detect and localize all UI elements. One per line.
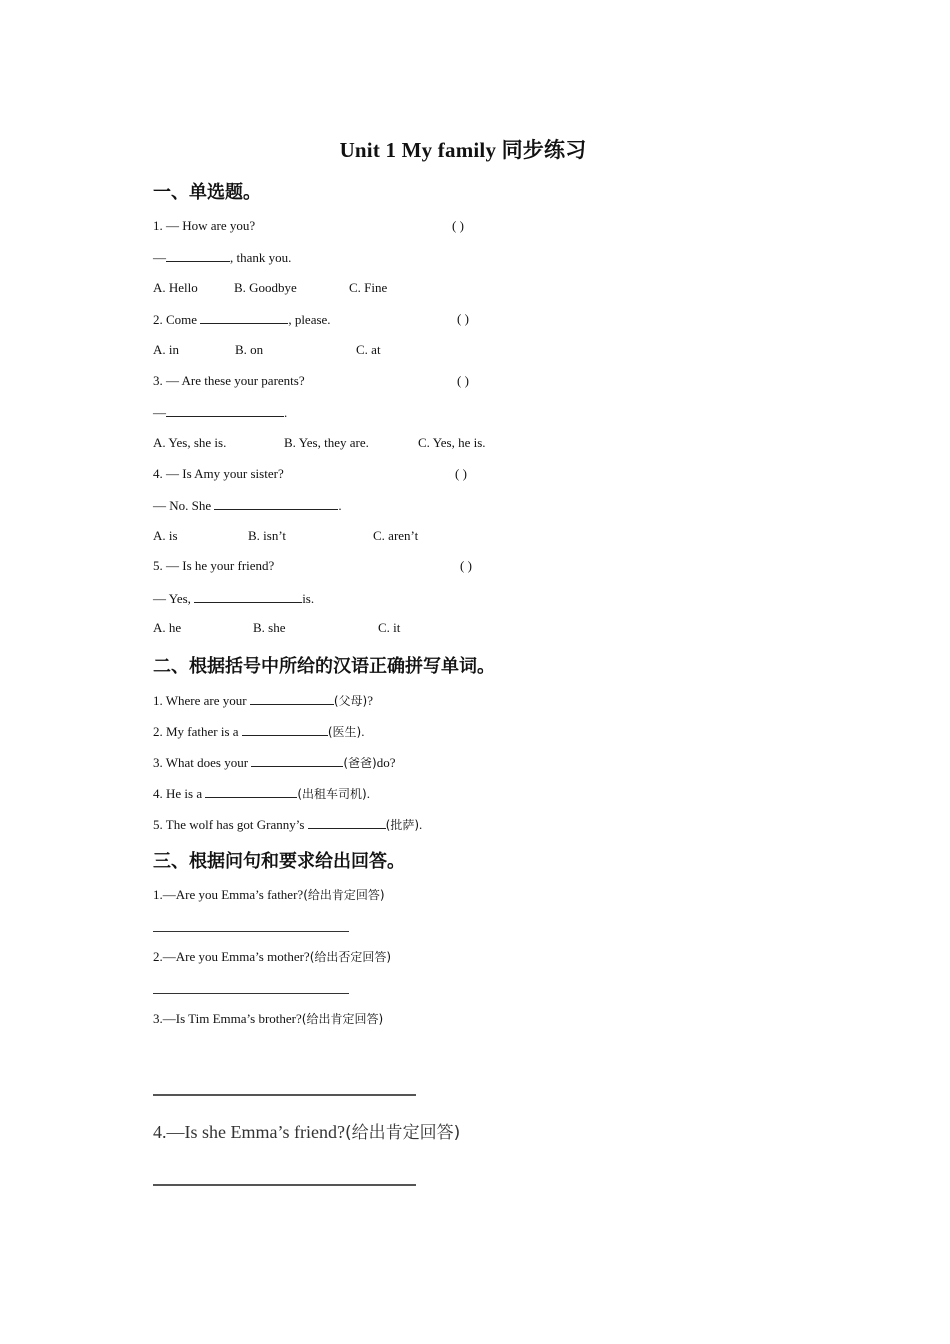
answer-item-3 (153, 1011, 383, 1027)
spelling-item-4-text: 4. He is a (153, 786, 206, 801)
page-title: Unit 1 My family 同步练习 (339, 138, 587, 162)
q1-dash: — (153, 250, 166, 265)
q3-response-tail: . (284, 405, 288, 420)
answer-item-3-question: 3.—Is Tim Emma’s brother? (153, 1011, 302, 1026)
spelling-item-1 (153, 692, 373, 709)
q4-option-b: B. isn’t (248, 528, 287, 543)
q5-question: 5. — Is he your friend? (153, 558, 275, 573)
answer-line-2 (153, 993, 349, 994)
spelling-item-2-end: . (361, 724, 365, 739)
q3-question: 3. — Are these your parents? (153, 373, 305, 388)
q3-blank (166, 404, 284, 417)
spelling-item-2 (153, 723, 364, 740)
q4-answer-paren: ( ) (455, 466, 467, 481)
q4-response (153, 497, 342, 514)
spelling-item-2-blank (242, 723, 328, 736)
answer-item-2-question: 2.—Are you Emma’s mother? (153, 949, 310, 964)
answer-item-1-question: 1.—Are you Emma’s father? (153, 887, 304, 902)
q4-question: 4. — Is Amy your sister? (153, 466, 284, 481)
q1-option-c: C. Fine (349, 280, 388, 295)
spelling-item-1-hint: (父母) (333, 694, 368, 708)
q2-question-tail: , please. (288, 312, 331, 327)
q1-question: 1. — How are you? (153, 218, 256, 233)
answer-item-1-hint: (给出肯定回答) (303, 888, 385, 902)
answer-line-3 (153, 1094, 416, 1096)
q4-response-head: — No. She (153, 498, 215, 513)
spelling-item-3-text: 3. What does your (153, 755, 252, 770)
answer-item-4-hint: (给出肯定回答) (344, 1123, 461, 1143)
section2-heading: 二、根据括号中所给的汉语正确拼写单词。 (153, 656, 495, 677)
q2-option-c: C. at (356, 342, 381, 357)
q2-question (153, 311, 331, 328)
q3-answer-paren: ( ) (457, 373, 469, 388)
spelling-item-4-hint: (出租车司机) (297, 787, 367, 801)
answer-line-1 (153, 931, 349, 932)
q4-option-c: C. aren’t (373, 528, 419, 543)
q1-response (153, 249, 291, 266)
q5-response-head: — Yes, (153, 591, 195, 606)
section3-heading: 三、根据问句和要求给出回答。 (153, 851, 405, 872)
spelling-item-2-hint: (医生) (327, 725, 362, 739)
q3-dash: — (153, 405, 166, 420)
spelling-item-1-end: ? (367, 693, 374, 708)
q3-response (153, 404, 287, 421)
spelling-item-5-text: 5. The wolf has got Granny’s (153, 817, 308, 832)
spelling-item-3 (153, 754, 395, 771)
q3-option-a: A. Yes, she is. (153, 435, 227, 450)
q5-option-c: C. it (378, 620, 401, 635)
spelling-item-4 (153, 785, 370, 802)
answer-item-2-hint: (给出否定回答) (309, 950, 392, 964)
spelling-item-5 (153, 816, 422, 833)
q1-option-b: B. Goodbye (234, 280, 297, 295)
q1-blank (166, 249, 230, 262)
q5-response (153, 590, 314, 607)
spelling-item-5-hint: (批萨) (385, 818, 420, 832)
q1-response-tail: , thank you. (230, 250, 292, 265)
q2-question-head: 2. Come (153, 312, 201, 327)
answer-item-4-question: 4.—Is she Emma’s friend? (153, 1122, 345, 1142)
q2-option-b: B. on (235, 342, 264, 357)
q4-option-a: A. is (153, 528, 178, 543)
spelling-item-3-hint: (爸爸) (343, 756, 377, 770)
answer-item-3-hint: (给出肯定回答) (301, 1012, 384, 1026)
q5-option-b: B. she (253, 620, 286, 635)
answer-item-2 (153, 949, 391, 965)
spelling-item-5-end: . (419, 817, 423, 832)
q2-option-a: A. in (153, 342, 179, 357)
q5-response-tail: is. (302, 591, 315, 606)
q3-option-c: C. Yes, he is. (418, 435, 486, 450)
q2-blank (200, 311, 288, 324)
q5-blank (194, 590, 302, 603)
spelling-item-3-end: do? (376, 755, 396, 770)
q3-option-b: B. Yes, they are. (284, 435, 369, 450)
answer-item-1 (153, 887, 385, 903)
q5-answer-paren: ( ) (460, 558, 472, 573)
answer-line-4 (153, 1184, 416, 1186)
answer-item-4 (153, 1120, 460, 1145)
spelling-item-3-blank (251, 754, 343, 767)
q4-response-tail: . (338, 498, 342, 513)
spelling-item-2-text: 2. My father is a (153, 724, 242, 739)
q1-answer-paren: ( ) (452, 218, 464, 233)
spelling-item-4-end: . (366, 786, 370, 801)
spelling-item-1-blank (250, 692, 334, 705)
spelling-item-1-text: 1. Where are your (153, 693, 250, 708)
q2-answer-paren: ( ) (457, 311, 469, 326)
q4-blank (214, 497, 338, 510)
q1-option-a: A. Hello (153, 280, 198, 295)
spelling-item-4-blank (205, 785, 297, 798)
section1-heading: 一、单选题。 (153, 182, 261, 203)
q5-option-a: A. he (153, 620, 182, 635)
spelling-item-5-blank (308, 816, 386, 829)
